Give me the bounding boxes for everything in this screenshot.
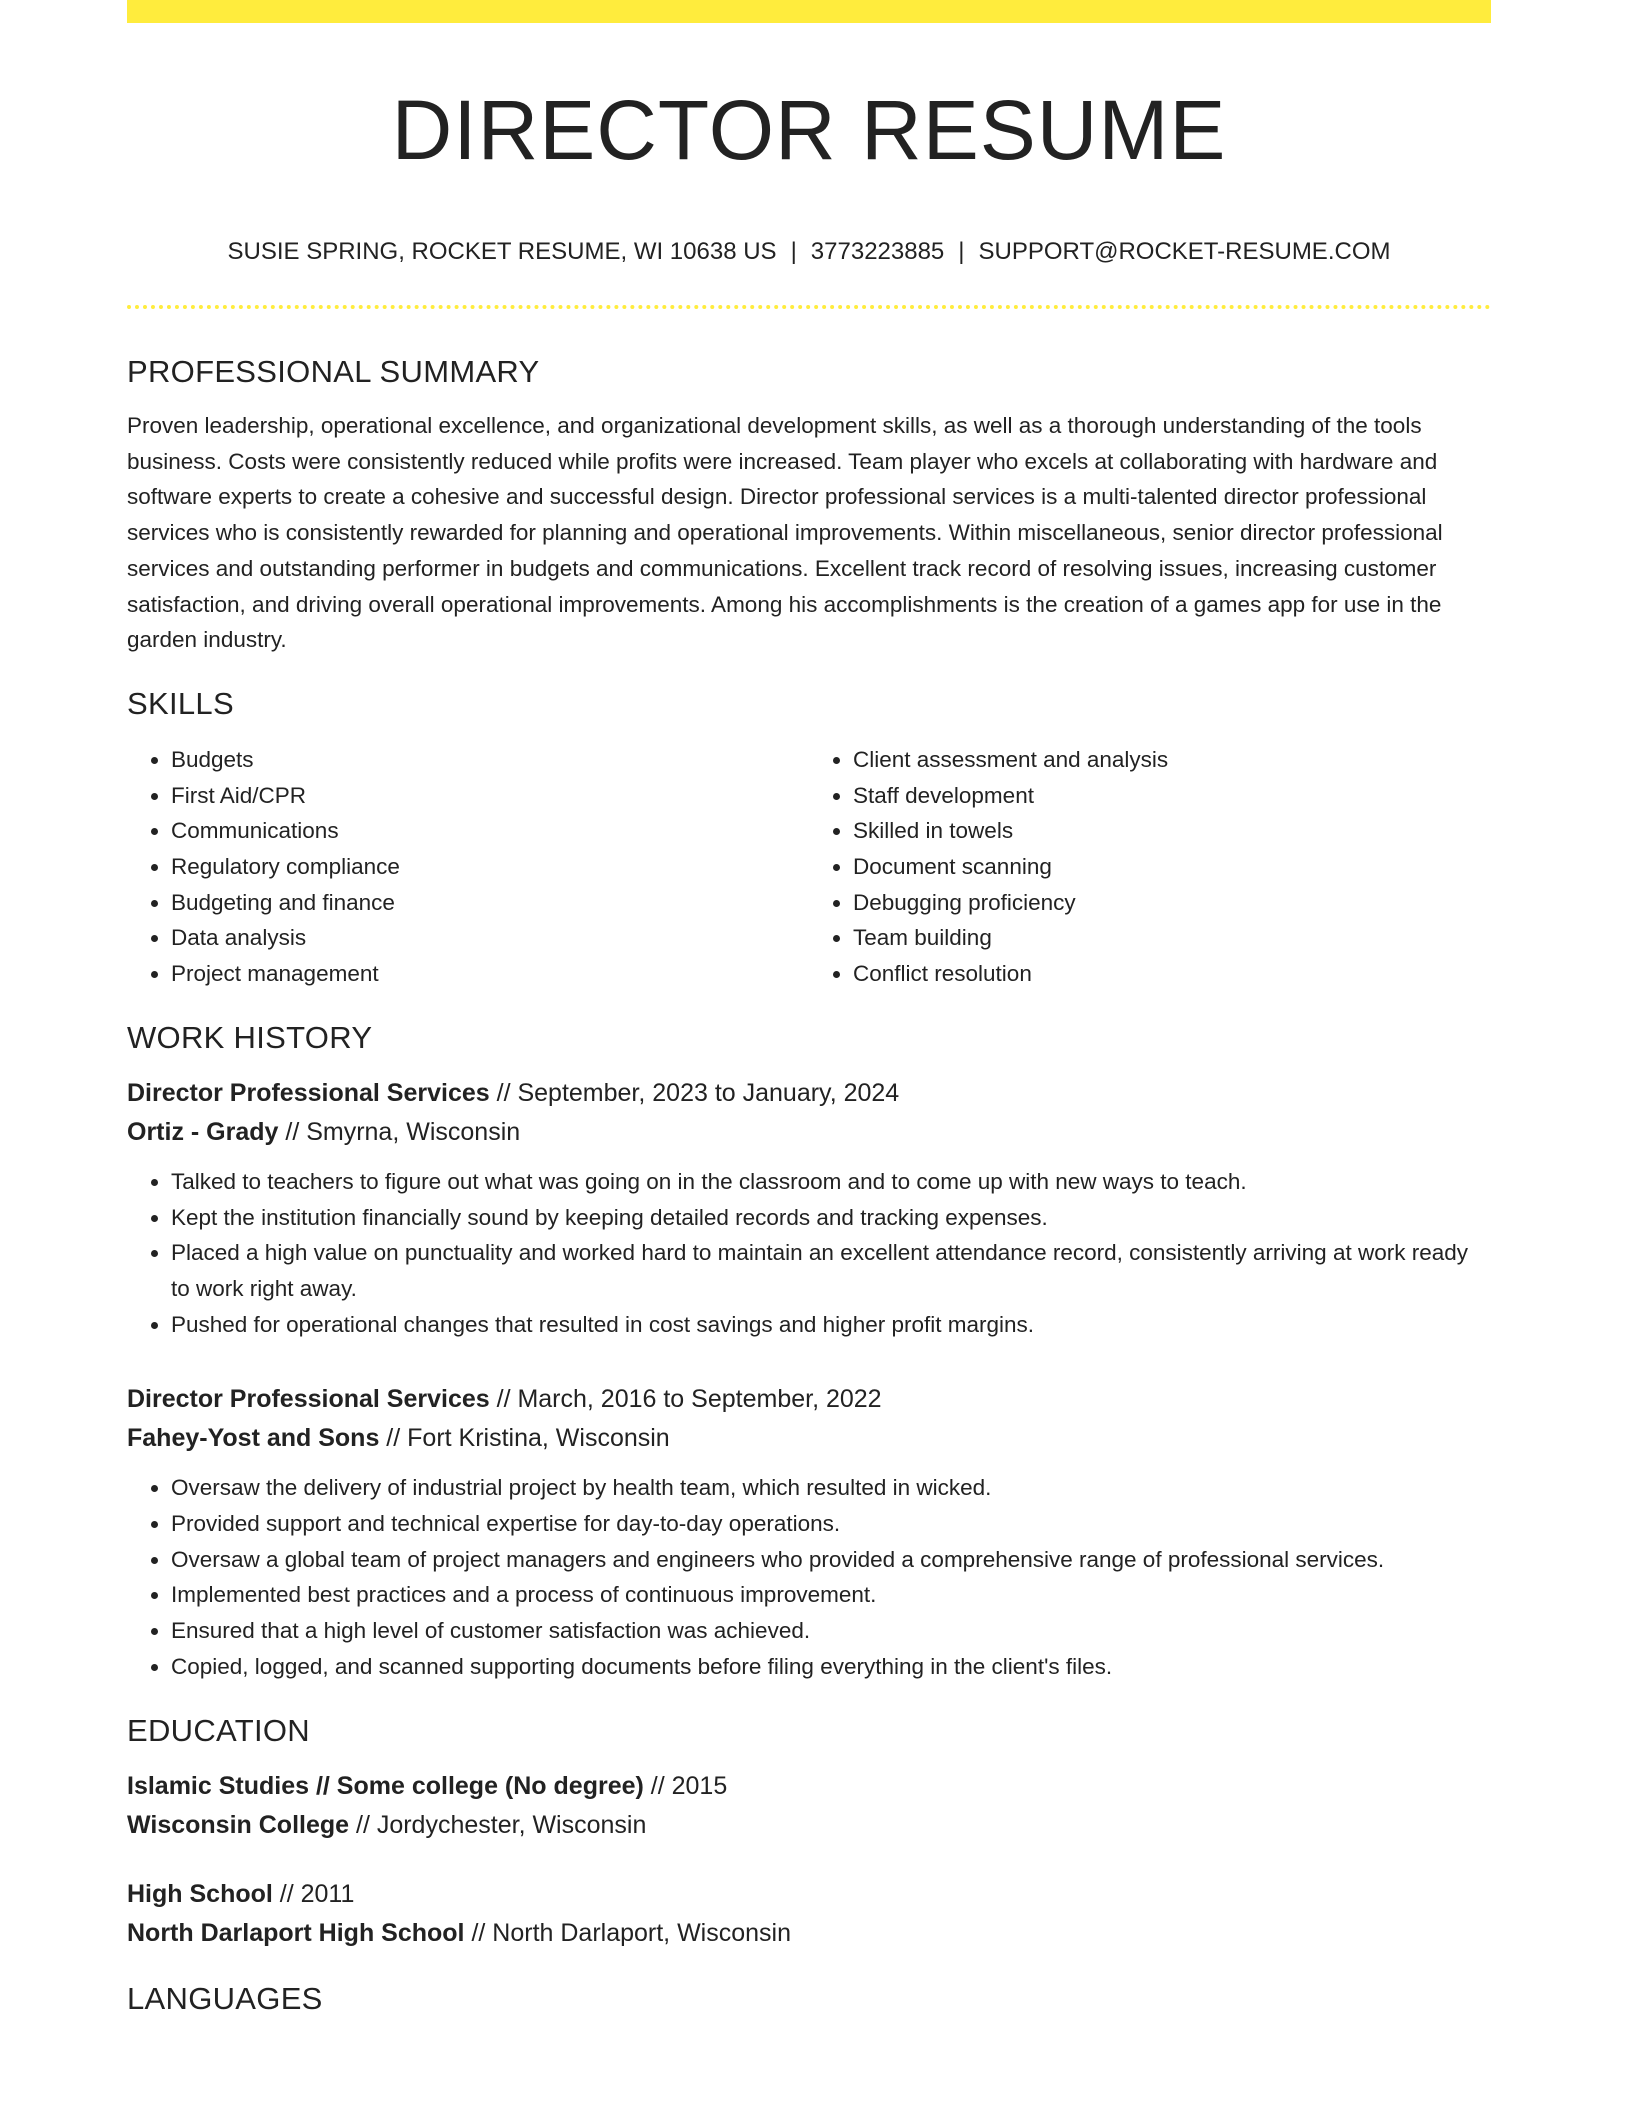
job-company-line	[127, 1113, 1491, 1152]
skills-columns	[127, 742, 1491, 992]
languages-section	[127, 1977, 1491, 2021]
contact-phone: 3773223885	[810, 238, 945, 265]
education-school: North Darlaport High School	[127, 1918, 465, 1947]
skills-right-list	[809, 742, 1491, 992]
work-history-section	[127, 1016, 1491, 1685]
education-degree: High School	[127, 1879, 273, 1908]
education-location: // North Darlaport, Wisconsin	[464, 1918, 791, 1947]
education-section	[127, 1709, 1491, 1953]
education-school: Wisconsin College	[127, 1810, 350, 1839]
contact-separator: |	[958, 238, 965, 265]
skill-item: • First Aid/CPR	[171, 778, 809, 814]
resume-title: DIRECTOR RESUME	[391, 83, 1227, 177]
skill-item: • Staff development	[853, 778, 1491, 814]
job-bullets	[127, 1164, 1491, 1343]
job-title: Director Professional Services	[127, 1385, 490, 1414]
contact-address: SUSIE SPRING, ROCKET RESUME, WI 10638 US	[227, 238, 777, 265]
skill-item: • Regulatory compliance	[171, 849, 809, 885]
job-dates: // September, 2023 to January, 2024	[489, 1078, 900, 1107]
job-bullet: • Provided support and technical expertise for day-to-day operations.	[171, 1506, 1491, 1542]
skill-item: • Budgeting and finance	[171, 885, 809, 921]
education-school-line	[127, 1806, 1491, 1845]
top-accent-bar	[127, 0, 1491, 23]
education-year: // 2015	[643, 1771, 728, 1800]
languages-heading: LANGUAGES	[127, 1980, 323, 2016]
job-bullet: • Pushed for operational changes that resulted in cost savings and higher profit margins.	[171, 1307, 1491, 1343]
education-degree-line	[127, 1767, 1491, 1806]
job-entry	[127, 1380, 1491, 1684]
skills-left-list	[127, 742, 809, 992]
skill-item: • Project management	[171, 956, 809, 992]
contact-line	[127, 236, 1491, 268]
job-entry	[127, 1074, 1491, 1343]
education-year: // 2011	[272, 1879, 355, 1908]
skill-item: • Debugging proficiency	[853, 885, 1491, 921]
work-history-heading: WORK HISTORY	[127, 1019, 373, 1055]
education-entry	[127, 1767, 1491, 1845]
summary-heading: PROFESSIONAL SUMMARY	[127, 354, 540, 389]
skill-item: • Conflict resolution	[853, 956, 1491, 992]
skill-item: • Communications	[171, 813, 809, 849]
education-heading: EDUCATION	[127, 1712, 310, 1748]
job-title-line	[127, 1380, 1491, 1419]
job-bullet: • Copied, logged, and scanned supporting documents before filing everything in the client's files.	[171, 1649, 1491, 1685]
job-bullet: • Placed a high value on punctuality and worked hard to maintain an excellent attendance record, consistently arriving at work ready to work right away.	[171, 1235, 1491, 1306]
job-title: Director Professional Services	[127, 1078, 490, 1107]
job-location: // Smyrna, Wisconsin	[278, 1117, 521, 1146]
summary-text: Proven leadership, operational excellence, and organizational development skills, as well as a thorough understanding of the tools business. Costs were consistently reduced while profits were increased. Team player who excels at collaborating with hardware and software experts to create a cohesive and successful design. Director professional services is a multi-talented director professional services who is consistently rewarded for planning and operational improvements. Within miscellaneous, senior director professional services and outstanding performer in budgets and communications. Excellent track record of resolving issues, increasing customer satisfaction, and driving overall operational improvements. Among his accomplishments is the creation of a games app for use in the garden industry.	[127, 413, 1443, 653]
dotted-divider	[127, 305, 1491, 309]
skill-item: • Team building	[853, 920, 1491, 956]
skill-item: • Client assessment and analysis	[853, 742, 1491, 778]
education-school-line	[127, 1914, 1491, 1953]
job-bullet: • Talked to teachers to figure out what was going on in the classroom and to come up with new ways to teach.	[171, 1164, 1491, 1200]
education-degree: Islamic Studies // Some college (No degree)	[127, 1771, 644, 1800]
summary-section	[127, 350, 1491, 658]
job-location: // Fort Kristina, Wisconsin	[379, 1424, 670, 1453]
skills-section	[127, 682, 1491, 992]
job-bullet: • Oversaw a global team of project managers and engineers who provided a comprehensive range of professional services.	[171, 1542, 1491, 1578]
skill-item: • Document scanning	[853, 849, 1491, 885]
job-bullet: • Oversaw the delivery of industrial project by health team, which resulted in wicked.	[171, 1470, 1491, 1506]
job-bullet: • Kept the institution financially sound by keeping detailed records and tracking expenses.	[171, 1200, 1491, 1236]
job-company: Ortiz - Grady	[127, 1117, 279, 1146]
resume-content	[127, 350, 1491, 2021]
education-entry	[127, 1875, 1491, 1953]
job-bullets	[127, 1470, 1491, 1684]
job-company-line	[127, 1419, 1491, 1458]
job-title-line	[127, 1074, 1491, 1113]
skill-item: • Data analysis	[171, 920, 809, 956]
skill-item: • Skilled in towels	[853, 813, 1491, 849]
education-degree-line	[127, 1875, 1491, 1914]
skill-item: • Budgets	[171, 742, 809, 778]
job-bullet: • Ensured that a high level of customer satisfaction was achieved.	[171, 1613, 1491, 1649]
skills-heading: SKILLS	[127, 685, 234, 721]
job-bullet: • Implemented best practices and a process of continuous improvement.	[171, 1577, 1491, 1613]
education-location: // Jordychester, Wisconsin	[349, 1810, 647, 1839]
job-dates: // March, 2016 to September, 2022	[489, 1385, 882, 1414]
contact-separator: |	[790, 238, 797, 265]
job-company: Fahey-Yost and Sons	[127, 1424, 380, 1453]
contact-email: SUPPORT@ROCKET-RESUME.COM	[978, 238, 1391, 265]
